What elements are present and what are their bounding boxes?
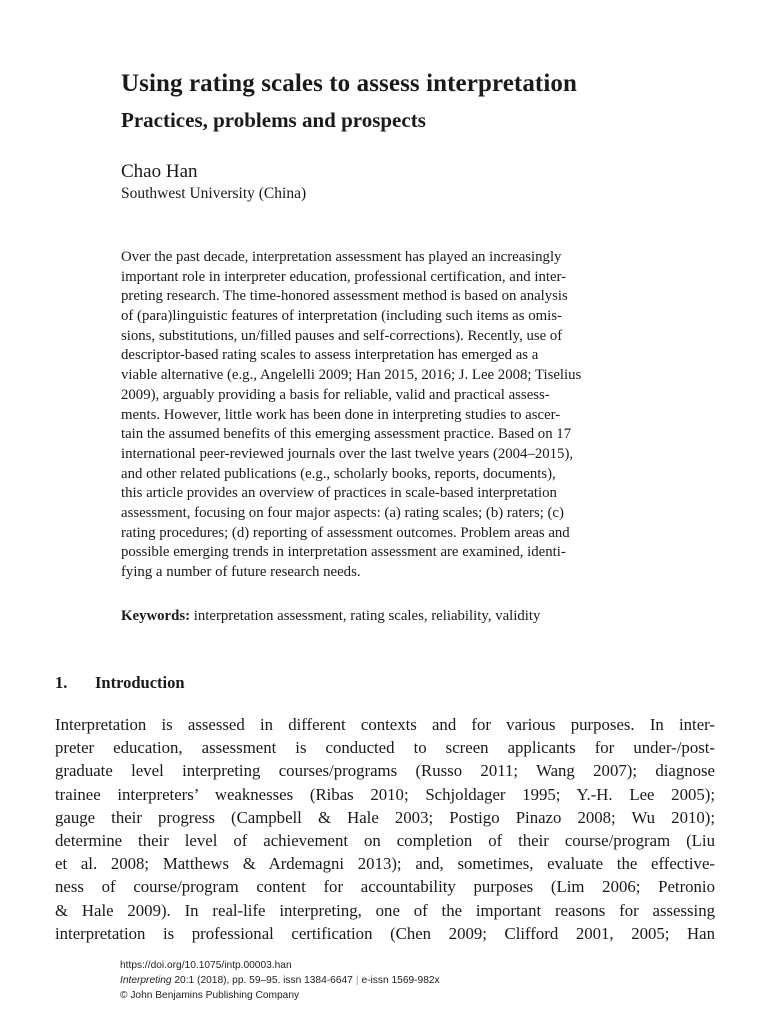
- article-subtitle: Practices, problems and prospects: [121, 108, 426, 132]
- abstract-line: assessment, focusing on four major aspects: (a) rating scales; (b) raters; (c): [121, 504, 564, 521]
- article-title: Using rating scales to assess interpretation: [121, 70, 577, 97]
- abstract-line: descriptor-based rating scales to assess interpretation has emerged as a: [121, 347, 539, 364]
- abstract: [121, 248, 661, 583]
- author-name: Chao Han: [121, 161, 198, 182]
- abstract-line: tain the assumed benefits of this emerging assessment practice. Based on 17: [121, 426, 572, 443]
- abstract-line: this article provides an overview of practices in scale-based interpretation: [121, 485, 557, 502]
- section-number: 1.: [55, 673, 68, 692]
- journal-name: Interpreting: [120, 975, 172, 986]
- abstract-line: international peer-reviewed journals over the last twelve years (2004–2015),: [121, 445, 574, 462]
- author-affiliation: Southwest University (China): [121, 185, 307, 202]
- copyright: © John Benjamins Publishing Company: [120, 990, 300, 1001]
- keywords-label: Keywords:: [121, 608, 191, 624]
- journal-info: [120, 973, 620, 988]
- body-line: ness of course/program content for accountability purposes (Lim 2006; Petronio: [55, 877, 715, 897]
- abstract-line: sions, substitutions, un/filled pauses and self-corrections). Recently, use of: [121, 327, 563, 344]
- doi-link[interactable]: https://doi.org/10.1075/intp.00003.han: [120, 960, 292, 971]
- body-line: gauge their progress (Campbell & Hale 2003; Postigo Pinazo 2008; Wu 2010);: [55, 807, 715, 827]
- keywords-text: interpretation assessment, rating scales, reliability, validity: [193, 608, 541, 624]
- abstract-line: Over the past decade, interpretation assessment has played an increasingly: [121, 249, 562, 265]
- body-line: Interpretation is assessed in different contexts and for various purposes. In inter-: [55, 715, 715, 734]
- body-line: graduate level interpreting courses/programs (Russo 2011; Wang 2007); diagnose: [55, 761, 715, 781]
- body-line: interpretation is professional certification (Chen 2009; Clifford 2001, 2005; Han: [55, 923, 715, 943]
- keywords: [121, 606, 681, 626]
- section-title: Introduction: [95, 673, 185, 692]
- abstract-line: important role in interpreter education, professional certification, and inter-: [121, 268, 567, 285]
- abstract-line: fying a number of future research needs.: [121, 564, 361, 580]
- issn: issn 1384-6647: [283, 975, 353, 986]
- abstract-line: of (para)linguistic features of interpretation (including such items as omis-: [121, 308, 562, 325]
- abstract-line: ments. However, little work has been done in interpreting studies to ascer-: [121, 406, 561, 423]
- issue-info: 20:1 (2018), pp. 59–95.: [174, 975, 281, 986]
- abstract-line: and other related publications (e.g., scholarly books, reports, documents),: [121, 465, 556, 482]
- body-line: preter education, assessment is conducted to screen applicants for under-/post-: [55, 738, 715, 758]
- body-line: trainee interpreters’ weaknesses (Ribas 2010; Schjoldager 1995; Y.-H. Lee 2005);: [55, 784, 715, 804]
- abstract-line: rating procedures; (d) reporting of assessment outcomes. Problem areas and: [121, 524, 570, 541]
- eissn: e-issn 1569-982x: [361, 975, 440, 986]
- separator: |: [355, 975, 359, 986]
- body-text: [55, 713, 715, 945]
- body-line: determine their level of achievement on completion of their course/program (Liu: [55, 830, 715, 850]
- abstract-line: viable alternative (e.g., Angelelli 2009; Han 2015, 2016; J. Lee 2008; Tiselius: [121, 367, 582, 384]
- abstract-line: possible emerging trends in interpretation assessment are examined, identi-: [121, 544, 566, 561]
- abstract-line: preting research. The time-honored assessment method is based on analysis: [121, 288, 568, 305]
- body-line: & Hale 2009). In real-life interpreting, one of the important reasons for assessing: [55, 900, 715, 920]
- abstract-line: 2009), arguably providing a basis for reliable, valid and practical assess-: [121, 386, 550, 403]
- section-heading: [55, 672, 455, 694]
- publication-footer: [120, 958, 620, 1003]
- body-line: et al. 2008; Matthews & Ardemagni 2013); and, sometimes, evaluate the effective-: [55, 854, 715, 874]
